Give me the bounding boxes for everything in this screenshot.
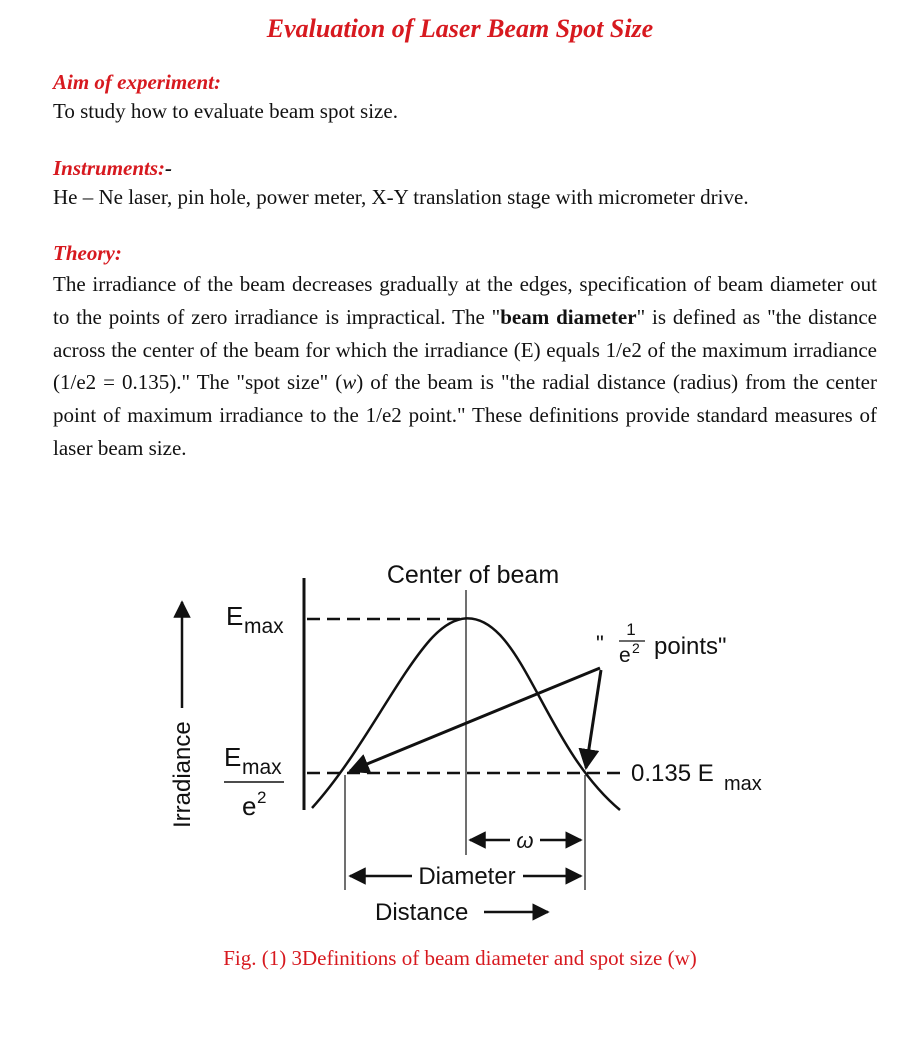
points-numerator: 1 <box>626 620 636 639</box>
points-word: points" <box>654 633 727 660</box>
points-denominator-sup: 2 <box>632 640 640 656</box>
omega-symbol: ω <box>516 828 534 853</box>
theory-paragraph <box>53 268 877 465</box>
aim-heading: Aim of experiment: <box>53 70 221 94</box>
e2-points-label <box>596 620 727 667</box>
level-value-label <box>631 760 762 795</box>
fraction-denominator-sup: 2 <box>257 788 267 807</box>
fraction-denominator: e <box>242 791 257 821</box>
document-title: Evaluation of Laser Beam Spot Size <box>266 14 654 43</box>
theory-w-symbol: w <box>342 370 357 395</box>
points-denominator: e <box>619 644 631 667</box>
theory-beam-diameter-term: beam diameter <box>500 304 637 329</box>
right-point-arrow <box>586 670 601 768</box>
beam-profile-figure <box>0 540 920 940</box>
figure-caption: Fig. (1) 3Definitions of beam diameter and spot size (w) <box>223 946 697 970</box>
instruments-heading-label: Instruments: <box>53 156 166 180</box>
diameter-label: Diameter <box>418 863 516 890</box>
fraction-numerator-sub: max <box>242 756 282 779</box>
center-of-beam-label: Center of beam <box>386 561 560 589</box>
theory-text-3: ) of the beam is "the radial distance (radius) from the center point of maximum irradiance to the 1/e2 point." These definitions provide standard measures of laser beam size. <box>53 370 877 460</box>
level-value-sub: max <box>724 773 762 795</box>
emax-base: E <box>226 601 244 631</box>
theory-text-2: " is defined as "the distance across the center of the beam for which the irradiance (E) equals 1/e2 of the maximum irradiance (1/e2 = 0.135)." The "spot size" ( <box>53 304 877 395</box>
left-point-arrow <box>350 668 600 771</box>
fraction-numerator: E <box>224 742 242 772</box>
theory-heading: Theory: <box>53 241 122 265</box>
emax-label <box>226 601 284 638</box>
instruments-text: He – Ne laser, pin hole, power meter, X-Y translation stage with micrometer drive. <box>53 185 749 209</box>
points-open-quote: " <box>596 631 604 656</box>
emax-sub: max <box>244 615 284 638</box>
emax-over-e2-label <box>224 742 284 821</box>
theory-text-1: The irradiance of the beam decreases gradually at the edges, specification of beam diameter out to the points of zero irradiance is impractical. The " <box>53 272 877 329</box>
instruments-heading-tail: - <box>165 156 173 180</box>
level-value: 0.135 E <box>631 760 714 787</box>
distance-label: Distance <box>375 899 469 926</box>
instruments-heading <box>53 156 172 181</box>
aim-text: To study how to evaluate beam spot size. <box>53 99 398 123</box>
irradiance-label: Irradiance <box>169 721 196 828</box>
